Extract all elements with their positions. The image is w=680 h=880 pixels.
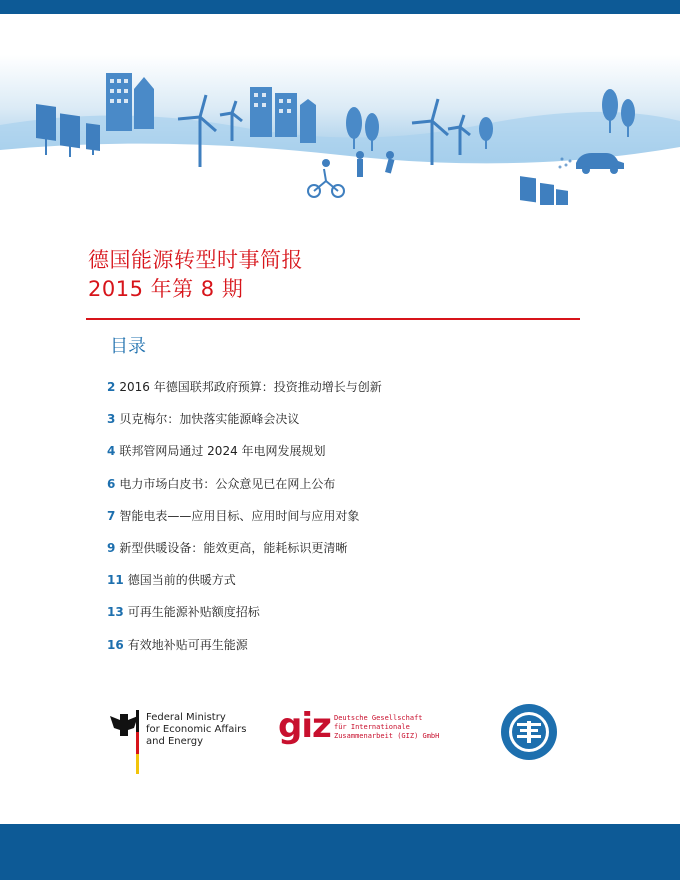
toc-item[interactable]: [107, 636, 547, 668]
giz-wordmark: giz: [278, 706, 331, 746]
toc-item-title: 德国当前的供暖方式: [127, 573, 236, 588]
toc-heading: 目录: [110, 336, 146, 357]
toc-item[interactable]: [107, 571, 547, 603]
toc-page-number: 16: [107, 637, 124, 652]
toc-item[interactable]: [107, 603, 547, 635]
toc-page-number: 3: [107, 412, 116, 427]
toc-item[interactable]: [107, 410, 547, 442]
newsletter-title: [88, 246, 303, 304]
toc-item-title: 2016 年德国联邦政府预算：投资推动增长与创新: [119, 380, 382, 394]
giz-name-line-2: für Internationale: [334, 723, 410, 731]
bmwi-name-line-3: and Energy: [146, 736, 204, 747]
cityscape-banner: [0, 55, 680, 205]
toc-item[interactable]: [107, 475, 547, 507]
toc-page-number: 13: [107, 605, 124, 620]
giz-name-line-1: Deutsche Gesellschaft: [334, 714, 423, 722]
title-line-2: 2015 年第 8 期: [88, 277, 244, 301]
bmwi-logo: [106, 710, 246, 774]
toc-page-number: 9: [107, 540, 116, 555]
table-of-contents: [107, 378, 547, 668]
giz-name-line-3: Zusammenarbeit (GIZ) GmbH: [334, 732, 440, 740]
toc-item-title: 可再生能源补贴额度招标: [127, 605, 260, 620]
toc-item-title: 联邦管网局通过 2024 年电网发展规划: [119, 444, 326, 459]
toc-item[interactable]: [107, 539, 547, 571]
giz-logo: [278, 706, 458, 756]
title-divider: [86, 318, 580, 320]
toc-item-title: 电力市场白皮书：公众意见已在网上公布: [119, 476, 336, 491]
toc-item[interactable]: [107, 507, 547, 539]
toc-item[interactable]: [107, 378, 547, 410]
toc-item-title: 贝克梅尔：加快落实能源峰会决议: [119, 412, 300, 427]
partner-logos: [0, 700, 680, 780]
toc-page-number: 4: [107, 444, 116, 459]
toc-page-number: 2: [107, 380, 116, 394]
top-bar: [0, 0, 680, 14]
toc-page-number: 11: [107, 573, 124, 588]
toc-item-title: 有效地补贴可再生能源: [127, 637, 248, 652]
toc-page-number: 6: [107, 476, 116, 491]
title-line-1: 德国能源转型时事简报: [88, 248, 303, 272]
federal-eagle-icon: [106, 710, 142, 774]
bmwi-name-line-2: for Economic Affairs: [146, 724, 247, 735]
bmwi-name-line-1: Federal Ministry: [146, 712, 226, 723]
energy-conservation-seal-icon: [500, 703, 558, 761]
toc-item[interactable]: [107, 442, 547, 474]
bottom-bar: [0, 824, 680, 880]
toc-item-title: 新型供暖设备：能效更高，能耗标识更清晰: [119, 540, 348, 555]
toc-item-title: 智能电表——应用目标、应用时间与应用对象: [119, 508, 360, 523]
toc-page-number: 7: [107, 508, 116, 523]
